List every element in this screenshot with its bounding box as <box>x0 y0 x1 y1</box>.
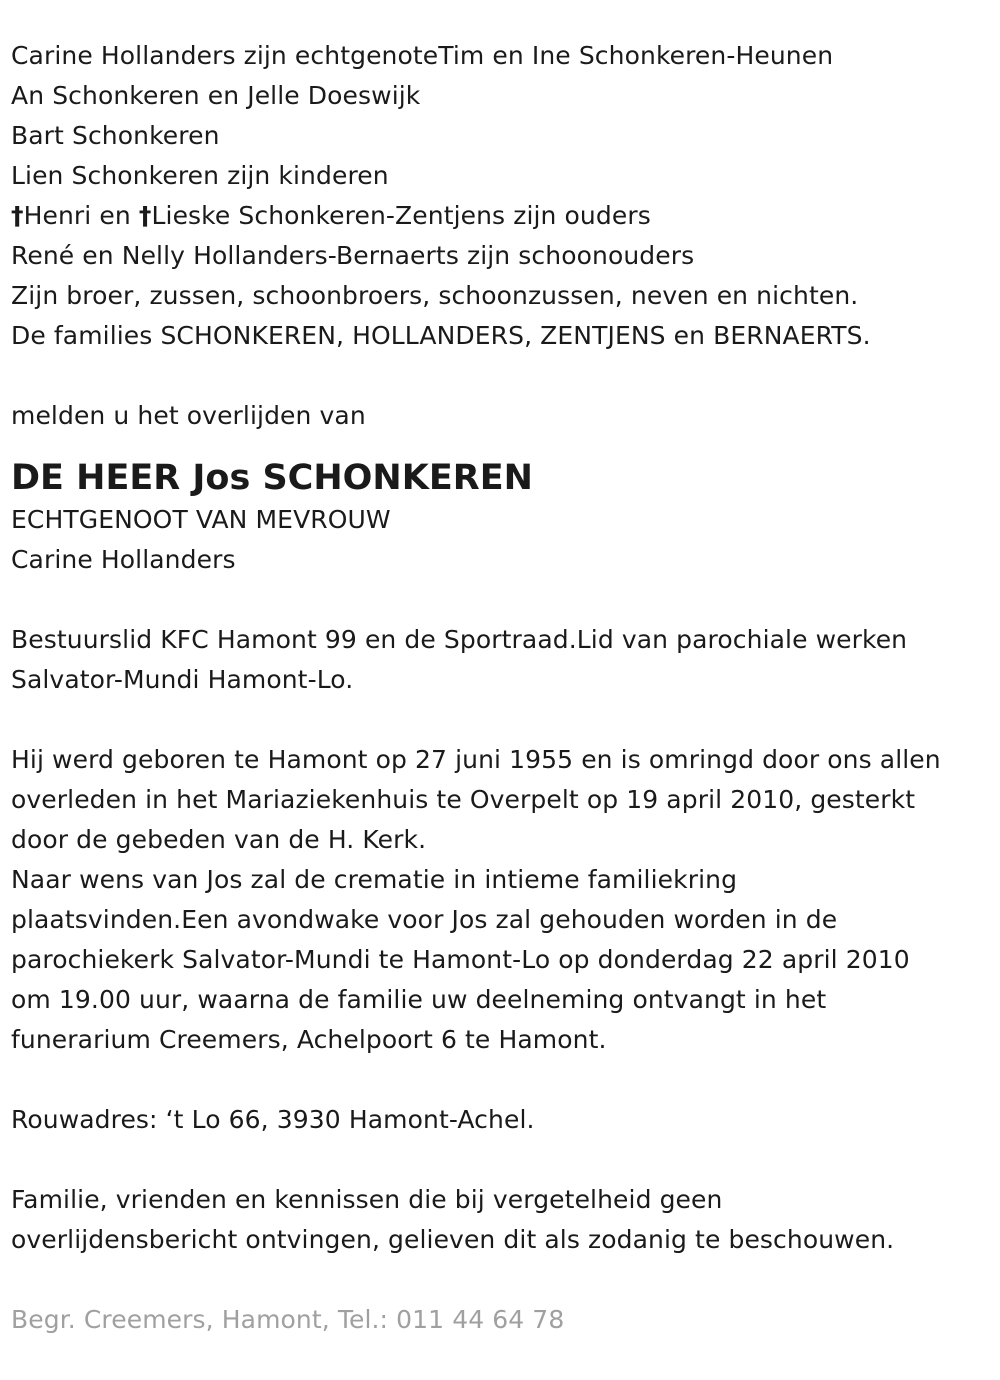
spacer <box>11 1060 996 1100</box>
spacer <box>11 1260 996 1300</box>
details-line: overleden in het Mariaziekenhuis te Overpelt op 19 april 2010, gesterkt <box>11 785 916 814</box>
parents-line-part: Henri en <box>23 201 139 230</box>
details-line: door de gebeden van de H. Kerk. <box>11 825 427 854</box>
details-line: om 19.00 uur, waarna de familie uw deelneming ontvangt in het <box>11 985 827 1014</box>
funeral-home-footer: Begr. Creemers, Hamont, Tel.: 011 44 64 78 <box>11 1305 565 1334</box>
deceased-role: ECHTGENOOT VAN MEVROUW <box>11 505 391 534</box>
announcement-text: melden u het overlijden van <box>11 401 366 430</box>
family-line: Lien Schonkeren zijn kinderen <box>11 161 389 190</box>
notice-line: overlijdensbericht ontvingen, gelieven dit als zodanig te beschouwen. <box>11 1225 895 1254</box>
cross-icon: † <box>138 201 152 230</box>
details-line: plaatsvinden.Een avondwake voor Jos zal gehouden worden in de <box>11 905 838 934</box>
bio-line: Salvator-Mundi Hamont-Lo. <box>11 665 354 694</box>
spacer <box>11 580 996 620</box>
notice-line: Familie, vrienden en kennissen die bij vergetelheid geen <box>11 1185 723 1214</box>
parents-line-part: Lieske Schonkeren-Zentjens zijn ouders <box>151 201 651 230</box>
mourning-address: Rouwadres: ‘t Lo 66, 3930 Hamont-Achel. <box>11 1105 535 1134</box>
family-line: De families SCHONKEREN, HOLLANDERS, ZENTJENS en BERNAERTS. <box>11 321 871 350</box>
cross-icon: † <box>11 201 24 230</box>
details-line: parochiekerk Salvator-Mundi te Hamont-Lo op donderdag 22 april 2010 <box>11 945 910 974</box>
bio-line: Bestuurslid KFC Hamont 99 en de Sportraad.Lid van parochiale werken <box>11 625 908 654</box>
obituary-notice <box>11 36 996 1340</box>
details-line: Naar wens van Jos zal de crematie in intieme familiekring <box>11 865 738 894</box>
deceased-name: DE HEER Jos SCHONKEREN <box>11 458 533 498</box>
family-line: Zijn broer, zussen, schoonbroers, schoonzussen, neven en nichten. <box>11 281 859 310</box>
family-line: Carine Hollanders zijn echtgenoteTim en Ine Schonkeren-Heunen <box>11 41 834 70</box>
deceased-spouse: Carine Hollanders <box>11 545 236 574</box>
spacer <box>11 1140 996 1180</box>
details-line: funerarium Creemers, Achelpoort 6 te Hamont. <box>11 1025 607 1054</box>
parents-line <box>11 196 996 236</box>
family-line: Bart Schonkeren <box>11 121 220 150</box>
spacer <box>11 356 996 396</box>
details-line: Hij werd geboren te Hamont op 27 juni 1955 en is omringd door ons allen <box>11 745 941 774</box>
family-line: An Schonkeren en Jelle Doeswijk <box>11 81 421 110</box>
family-line: René en Nelly Hollanders-Bernaerts zijn schoonouders <box>11 241 695 270</box>
spacer <box>11 700 996 740</box>
